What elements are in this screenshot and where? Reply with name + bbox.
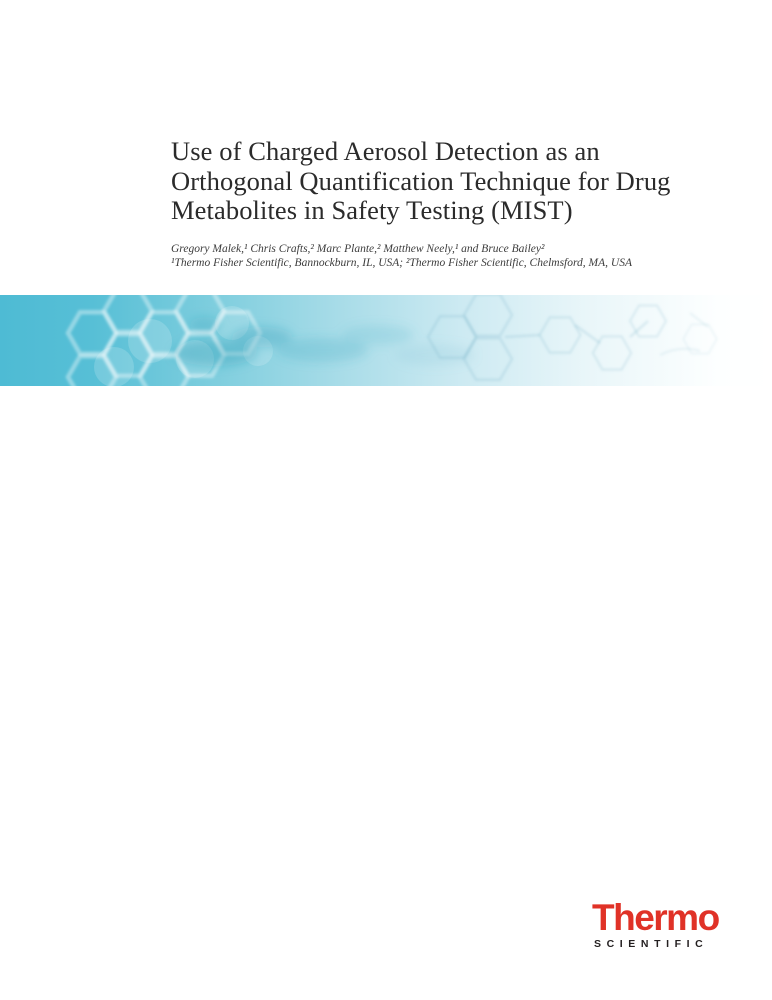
title-block [171, 137, 731, 226]
affiliations-line: ¹Thermo Fisher Scientific, Bannockburn, IL, USA; ²Thermo Fisher Scientific, Chelmsford, MA, USA [171, 256, 632, 269]
thermo-scientific-logo [592, 899, 752, 950]
byline-block [171, 243, 731, 270]
authors-line: Gregory Malek,¹ Chris Crafts,² Marc Plante,² Matthew Neely,¹ and Bruce Bailey² [171, 243, 545, 255]
decorative-gradient-banner [0, 295, 772, 386]
molecule-pattern-graphic [0, 295, 772, 386]
title-line-3: Metabolites in Safety Testing (MIST) [171, 195, 573, 225]
logo-wordmark: Thermo [592, 897, 719, 938]
page-title [171, 137, 731, 226]
title-line-1: Use of Charged Aerosol Detection as an [171, 136, 600, 166]
title-line-2: Orthogonal Quantification Technique for Drug [171, 165, 671, 196]
logo-subbrand: SCIENTIFIC [594, 938, 709, 950]
